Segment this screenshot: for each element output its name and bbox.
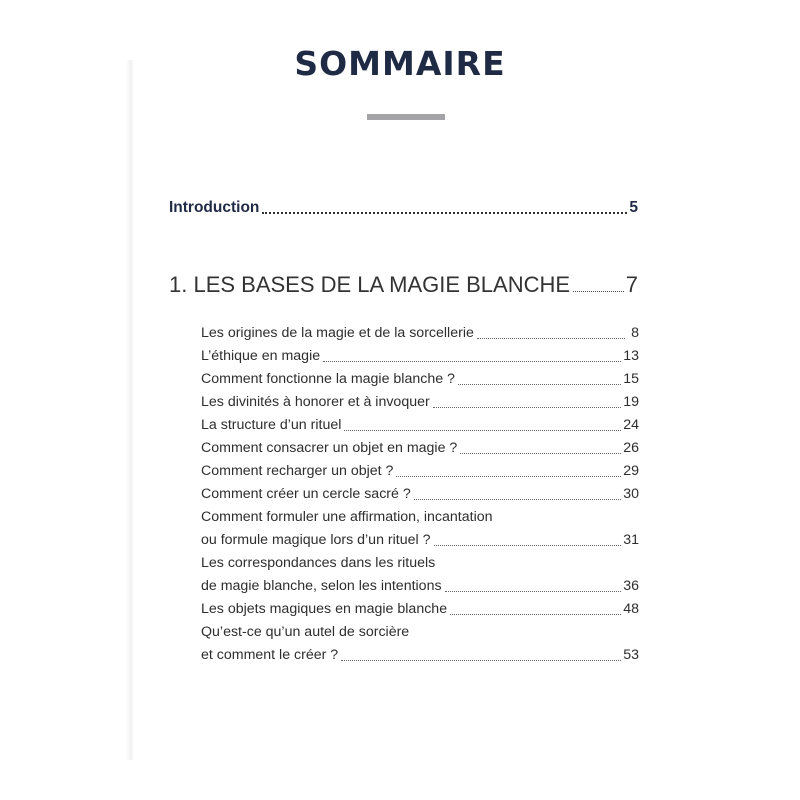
dot-leader bbox=[445, 591, 622, 592]
toc-entry-page: 29 bbox=[623, 463, 639, 479]
toc-entry-label: de magie blanche, selon les intentions bbox=[201, 578, 442, 594]
toc-entry bbox=[201, 460, 639, 483]
toc-entry-page: 26 bbox=[623, 440, 639, 456]
toc-entry-page: 30 bbox=[623, 486, 639, 502]
toc-entry-page: 53 bbox=[623, 647, 639, 663]
dot-leader bbox=[262, 212, 627, 214]
dot-leader bbox=[460, 453, 621, 454]
toc-entry bbox=[201, 345, 639, 368]
dot-leader bbox=[450, 614, 621, 615]
toc-entry-page: 8 bbox=[631, 325, 639, 341]
toc-entry-label-line: Qu’est-ce qu’un autel de sorcière bbox=[201, 624, 410, 640]
toc-entry-row bbox=[201, 322, 639, 345]
page-edge-shadow bbox=[126, 60, 134, 760]
toc-entry-row bbox=[201, 644, 639, 667]
toc-entry-page: 31 bbox=[623, 532, 639, 548]
title-underline bbox=[367, 114, 445, 120]
toc-entry-page: 13 bbox=[623, 348, 639, 364]
toc-entry bbox=[201, 414, 639, 437]
toc-entry-page: 19 bbox=[623, 394, 639, 410]
toc-entry-row bbox=[201, 483, 639, 506]
toc-entry-label: et comment le créer ? bbox=[201, 647, 339, 663]
toc-entry-label: Les objets magiques en magie blanche bbox=[201, 601, 448, 617]
toc-introduction-page: 5 bbox=[629, 199, 638, 216]
dot-leader bbox=[396, 476, 621, 477]
toc-entry bbox=[201, 506, 639, 552]
toc-entry-page: 48 bbox=[623, 601, 639, 617]
toc-entry-page: 24 bbox=[623, 417, 639, 433]
toc-entry bbox=[201, 368, 639, 391]
toc-entry-label: Les divinités à honorer et à invoquer bbox=[201, 394, 430, 410]
toc-entry-label: Comment consacrer un objet en magie ? bbox=[201, 440, 458, 456]
toc-entry-row bbox=[201, 345, 639, 368]
dot-leader bbox=[341, 660, 621, 661]
toc-entry bbox=[201, 621, 639, 667]
toc-chapter-1 bbox=[169, 272, 638, 298]
toc-entry bbox=[201, 552, 639, 598]
toc-entry-label: Comment fonctionne la magie blanche ? bbox=[201, 371, 455, 387]
toc-entry-row bbox=[201, 368, 639, 391]
toc-entry-row bbox=[201, 414, 639, 437]
toc-entry-row bbox=[201, 391, 639, 414]
toc-entry bbox=[201, 322, 639, 345]
toc-entry-row bbox=[201, 575, 639, 598]
dot-leader bbox=[458, 384, 621, 385]
toc-entry-row bbox=[201, 529, 639, 552]
toc-section-list bbox=[201, 322, 639, 667]
toc-entry-label: Comment créer un cercle sacré ? bbox=[201, 486, 411, 502]
toc-entry-label: Comment recharger un objet ? bbox=[201, 463, 394, 479]
toc-entry-label-line: Comment formuler une affirmation, incantation bbox=[201, 509, 493, 525]
toc-chapter-label: 1. LES BASES DE LA MAGIE BLANCHE bbox=[169, 272, 571, 297]
dot-leader bbox=[434, 545, 622, 546]
toc-entry-page: 36 bbox=[623, 578, 639, 594]
dot-leader bbox=[414, 499, 621, 500]
dot-leader bbox=[573, 291, 624, 292]
toc-entry bbox=[201, 598, 639, 621]
dot-leader bbox=[477, 338, 625, 339]
dot-leader bbox=[323, 361, 621, 362]
page-title: SOMMAIRE bbox=[294, 44, 506, 83]
dot-leader bbox=[433, 407, 622, 408]
toc-entry bbox=[201, 391, 639, 414]
dot-leader bbox=[344, 430, 621, 431]
toc-entry bbox=[201, 483, 639, 506]
toc-introduction bbox=[169, 199, 638, 217]
toc-introduction-label: Introduction bbox=[169, 199, 260, 216]
toc-entry-label-line: Les correspondances dans les rituels bbox=[201, 555, 436, 571]
toc-entry-page: 15 bbox=[623, 371, 639, 387]
toc-entry-row bbox=[201, 598, 639, 621]
toc-entry-row bbox=[201, 437, 639, 460]
toc-entry bbox=[201, 437, 639, 460]
toc-entry-label: L’éthique en magie bbox=[201, 348, 321, 364]
toc-chapter-page: 7 bbox=[625, 272, 638, 297]
toc-entry-label: Les origines de la magie et de la sorcellerie bbox=[201, 325, 474, 341]
toc-entry-label: La structure d’un rituel bbox=[201, 417, 342, 433]
toc-entry-label: ou formule magique lors d’un rituel ? bbox=[201, 532, 431, 548]
toc-entry-row bbox=[201, 460, 639, 483]
